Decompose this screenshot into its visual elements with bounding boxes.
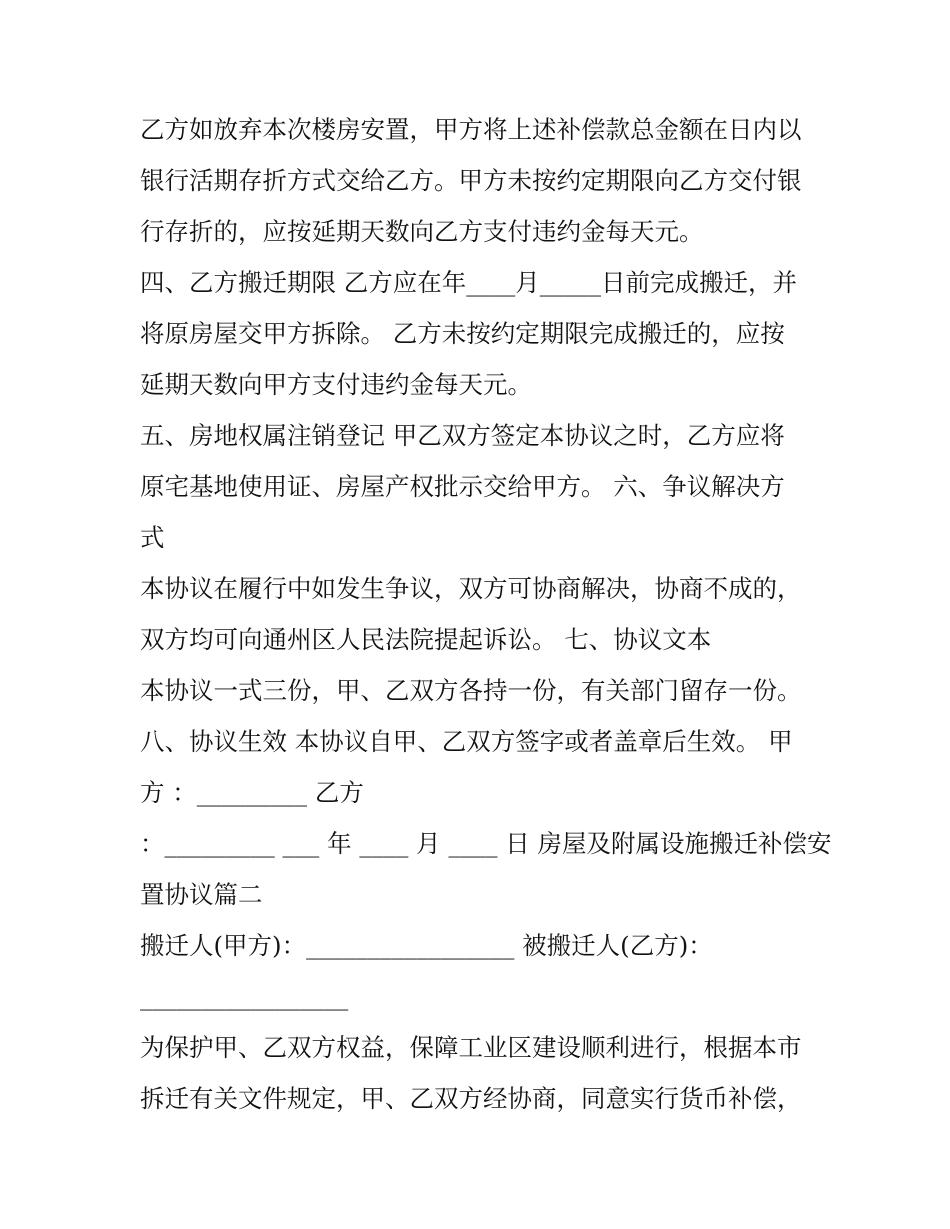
- text-line-9: 式: [140, 523, 165, 552]
- text-line-12: 本协议一式三份，甲、乙双方各持一份，有关部门留存一份。: [140, 676, 802, 705]
- text-line-10: 本协议在履行中如发生争议，双方可协商解决，协商不成的，: [140, 574, 802, 603]
- text-line-7: 五、房地权属注销登记 甲乙双方签定本协议之时，乙方应将: [140, 421, 785, 450]
- text-line-15: ：_________ ___ 年 ____ 月 ____ 日 房屋及附属设施搬迁补偿安: [140, 829, 832, 858]
- text-line-20: 拆迁有关文件规定，甲、乙双方经协商，同意实行货币补偿，: [140, 1084, 802, 1113]
- text-line-6: 延期天数向甲方支付违约金每天元。: [140, 370, 532, 399]
- text-line-1: 乙方如放弃本次楼房安置，甲方将上述补偿款总金额在日内以: [140, 115, 802, 144]
- text-line-17: 搬迁人(甲方)：_________________ 被搬迁人(乙方)：: [140, 931, 713, 960]
- text-line-11: 双方均可向通州区人民法院提起诉讼。 七、协议文本: [140, 625, 712, 654]
- text-line-19: 为保护甲、乙双方权益，保障工业区建设顺利进行，根据本市: [140, 1033, 802, 1062]
- text-line-2: 银行活期存折方式交给乙方。甲方未按约定期限向乙方交付银: [140, 166, 802, 195]
- text-line-14: 方 ：_________ 乙方: [140, 778, 364, 807]
- text-line-8: 原宅基地使用证、房屋产权批示交给甲方。 六、争议解决方: [140, 472, 785, 501]
- text-line-18: _________________: [140, 982, 349, 1011]
- text-line-13: 八、协议生效 本协议自甲、乙双方签字或者盖章后生效。 甲: [140, 727, 793, 756]
- text-line-4: 四、乙方搬迁期限 乙方应在年____月_____日前完成搬迁，并: [140, 268, 798, 297]
- text-line-3: 行存折的，应按延期天数向乙方支付违约金每天元。: [140, 217, 704, 246]
- text-line-5: 将原房屋交甲方拆除。 乙方未按约定期限完成搬迁的，应按: [140, 319, 785, 348]
- text-line-16: 置协议篇二: [140, 880, 263, 909]
